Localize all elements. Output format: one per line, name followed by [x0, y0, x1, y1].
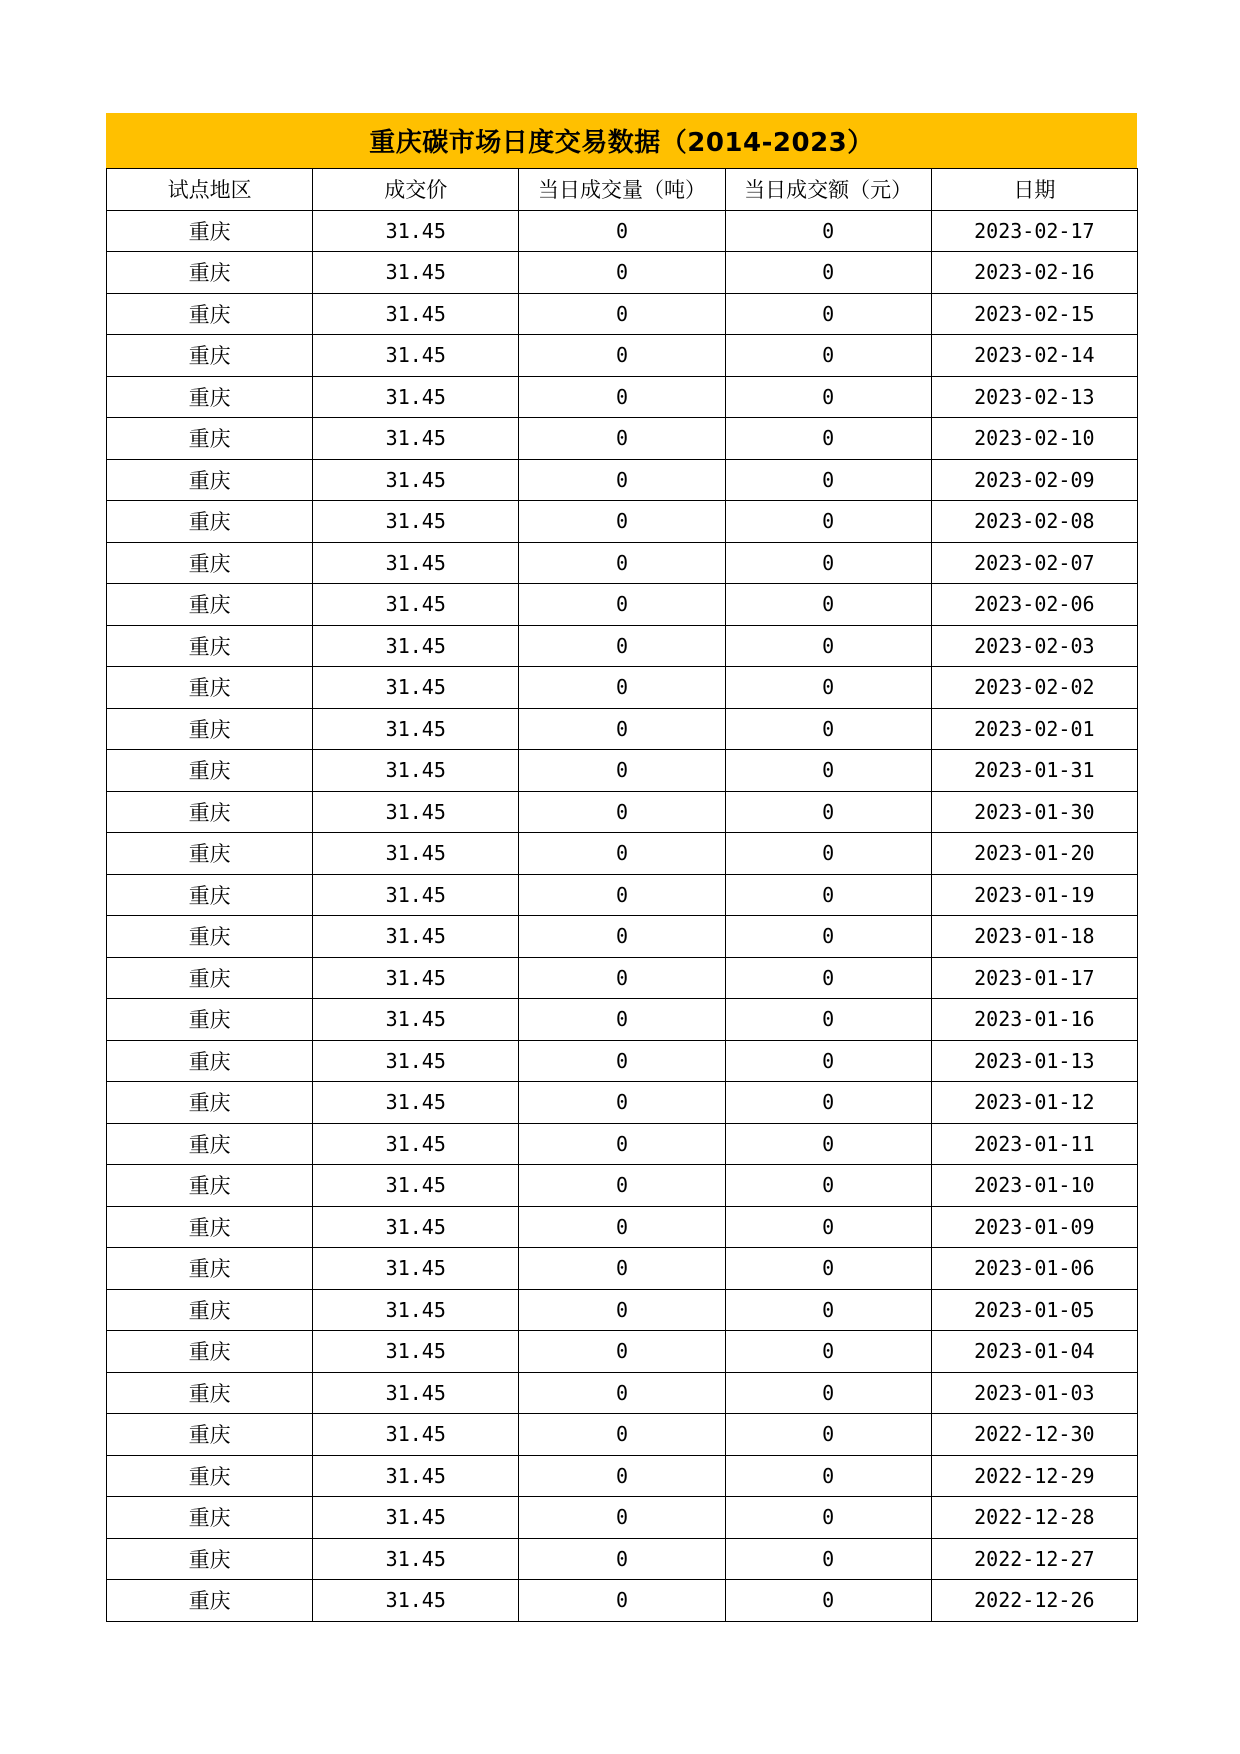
cell-date: 2023-01-10: [931, 1165, 1137, 1207]
table-row: [107, 1082, 1138, 1124]
cell-price: 31.45: [313, 1455, 519, 1497]
cell-region: 重庆: [107, 1289, 313, 1331]
table-row: [107, 1206, 1138, 1248]
cell-volume: 0: [519, 1082, 725, 1124]
cell-region: 重庆: [107, 252, 313, 294]
cell-price: 31.45: [313, 1538, 519, 1580]
cell-amount: 0: [725, 874, 931, 916]
cell-price: 31.45: [313, 1123, 519, 1165]
cell-volume: 0: [519, 1289, 725, 1331]
cell-region: 重庆: [107, 1455, 313, 1497]
cell-amount: 0: [725, 916, 931, 958]
cell-date: 2023-02-10: [931, 418, 1137, 460]
table-row: [107, 210, 1138, 252]
cell-region: 重庆: [107, 874, 313, 916]
cell-region: 重庆: [107, 1580, 313, 1622]
cell-price: 31.45: [313, 1414, 519, 1456]
cell-price: 31.45: [313, 459, 519, 501]
cell-volume: 0: [519, 542, 725, 584]
cell-date: 2022-12-30: [931, 1414, 1137, 1456]
cell-region: 重庆: [107, 335, 313, 377]
table-row: [107, 1538, 1138, 1580]
cell-amount: 0: [725, 1165, 931, 1207]
cell-amount: 0: [725, 584, 931, 626]
cell-date: 2023-01-16: [931, 999, 1137, 1041]
cell-volume: 0: [519, 335, 725, 377]
table-row: [107, 833, 1138, 875]
cell-date: 2022-12-26: [931, 1580, 1137, 1622]
cell-volume: 0: [519, 1206, 725, 1248]
table-row: [107, 791, 1138, 833]
header-volume: 当日成交量（吨）: [519, 169, 725, 211]
cell-amount: 0: [725, 252, 931, 294]
cell-region: 重庆: [107, 916, 313, 958]
cell-price: 31.45: [313, 999, 519, 1041]
cell-amount: 0: [725, 708, 931, 750]
cell-price: 31.45: [313, 1206, 519, 1248]
cell-price: 31.45: [313, 210, 519, 252]
cell-amount: 0: [725, 625, 931, 667]
cell-price: 31.45: [313, 625, 519, 667]
table-row: [107, 335, 1138, 377]
table-row: [107, 376, 1138, 418]
cell-date: 2023-01-30: [931, 791, 1137, 833]
table-row: [107, 1414, 1138, 1456]
cell-amount: 0: [725, 459, 931, 501]
cell-region: 重庆: [107, 1331, 313, 1373]
cell-volume: 0: [519, 1580, 725, 1622]
cell-date: 2023-01-19: [931, 874, 1137, 916]
cell-date: 2023-01-13: [931, 1040, 1137, 1082]
cell-amount: 0: [725, 1040, 931, 1082]
cell-region: 重庆: [107, 418, 313, 460]
cell-price: 31.45: [313, 916, 519, 958]
table-row: [107, 1289, 1138, 1331]
cell-date: 2023-02-02: [931, 667, 1137, 709]
cell-price: 31.45: [313, 1497, 519, 1539]
table-row: [107, 1455, 1138, 1497]
cell-date: 2023-01-04: [931, 1331, 1137, 1373]
cell-date: 2023-02-15: [931, 293, 1137, 335]
table-row: [107, 750, 1138, 792]
table-row: [107, 708, 1138, 750]
cell-amount: 0: [725, 418, 931, 460]
cell-price: 31.45: [313, 501, 519, 543]
cell-date: 2023-02-16: [931, 252, 1137, 294]
cell-date: 2023-01-05: [931, 1289, 1137, 1331]
cell-region: 重庆: [107, 1497, 313, 1539]
cell-region: 重庆: [107, 957, 313, 999]
cell-region: 重庆: [107, 1372, 313, 1414]
cell-date: 2022-12-27: [931, 1538, 1137, 1580]
cell-region: 重庆: [107, 501, 313, 543]
cell-volume: 0: [519, 750, 725, 792]
cell-region: 重庆: [107, 750, 313, 792]
cell-volume: 0: [519, 293, 725, 335]
header-region: 试点地区: [107, 169, 313, 211]
cell-date: 2023-02-06: [931, 584, 1137, 626]
table-row: [107, 625, 1138, 667]
cell-volume: 0: [519, 999, 725, 1041]
cell-volume: 0: [519, 791, 725, 833]
cell-region: 重庆: [107, 210, 313, 252]
cell-price: 31.45: [313, 1040, 519, 1082]
cell-region: 重庆: [107, 1082, 313, 1124]
cell-amount: 0: [725, 1289, 931, 1331]
cell-amount: 0: [725, 1123, 931, 1165]
cell-volume: 0: [519, 1040, 725, 1082]
cell-volume: 0: [519, 1123, 725, 1165]
cell-region: 重庆: [107, 293, 313, 335]
cell-amount: 0: [725, 999, 931, 1041]
cell-volume: 0: [519, 501, 725, 543]
cell-volume: 0: [519, 252, 725, 294]
cell-date: 2023-02-17: [931, 210, 1137, 252]
cell-amount: 0: [725, 501, 931, 543]
table-row: [107, 252, 1138, 294]
cell-price: 31.45: [313, 1165, 519, 1207]
cell-region: 重庆: [107, 376, 313, 418]
cell-price: 31.45: [313, 874, 519, 916]
cell-amount: 0: [725, 1206, 931, 1248]
table-row: [107, 1248, 1138, 1290]
table-row: [107, 1580, 1138, 1622]
cell-region: 重庆: [107, 459, 313, 501]
cell-region: 重庆: [107, 1206, 313, 1248]
table-row: [107, 501, 1138, 543]
cell-region: 重庆: [107, 1165, 313, 1207]
cell-amount: 0: [725, 1497, 931, 1539]
cell-date: 2023-02-09: [931, 459, 1137, 501]
table-row: [107, 1165, 1138, 1207]
cell-date: 2023-01-31: [931, 750, 1137, 792]
cell-price: 31.45: [313, 542, 519, 584]
cell-date: 2023-01-18: [931, 916, 1137, 958]
cell-region: 重庆: [107, 1040, 313, 1082]
cell-amount: 0: [725, 542, 931, 584]
cell-amount: 0: [725, 335, 931, 377]
table-row: [107, 584, 1138, 626]
cell-volume: 0: [519, 708, 725, 750]
cell-region: 重庆: [107, 791, 313, 833]
table-row: [107, 418, 1138, 460]
table-row: [107, 667, 1138, 709]
cell-region: 重庆: [107, 708, 313, 750]
cell-date: 2023-01-11: [931, 1123, 1137, 1165]
table-row: [107, 1372, 1138, 1414]
cell-region: 重庆: [107, 1248, 313, 1290]
cell-date: 2023-02-01: [931, 708, 1137, 750]
trading-table: [106, 168, 1138, 1622]
cell-volume: 0: [519, 1497, 725, 1539]
cell-volume: 0: [519, 1331, 725, 1373]
cell-volume: 0: [519, 459, 725, 501]
cell-amount: 0: [725, 833, 931, 875]
table-row: [107, 542, 1138, 584]
cell-volume: 0: [519, 1372, 725, 1414]
cell-price: 31.45: [313, 1289, 519, 1331]
cell-amount: 0: [725, 293, 931, 335]
cell-amount: 0: [725, 1082, 931, 1124]
table-row: [107, 874, 1138, 916]
cell-date: 2023-02-07: [931, 542, 1137, 584]
cell-date: 2023-01-06: [931, 1248, 1137, 1290]
cell-region: 重庆: [107, 667, 313, 709]
cell-region: 重庆: [107, 542, 313, 584]
cell-volume: 0: [519, 1414, 725, 1456]
cell-price: 31.45: [313, 957, 519, 999]
cell-amount: 0: [725, 1248, 931, 1290]
table-row: [107, 999, 1138, 1041]
cell-region: 重庆: [107, 584, 313, 626]
cell-price: 31.45: [313, 750, 519, 792]
cell-volume: 0: [519, 874, 725, 916]
cell-region: 重庆: [107, 1538, 313, 1580]
table-row: [107, 459, 1138, 501]
cell-price: 31.45: [313, 252, 519, 294]
header-price: 成交价: [313, 169, 519, 211]
cell-price: 31.45: [313, 335, 519, 377]
cell-date: 2023-02-13: [931, 376, 1137, 418]
cell-region: 重庆: [107, 1414, 313, 1456]
cell-price: 31.45: [313, 791, 519, 833]
cell-date: 2023-01-12: [931, 1082, 1137, 1124]
cell-volume: 0: [519, 916, 725, 958]
cell-price: 31.45: [313, 1372, 519, 1414]
cell-amount: 0: [725, 376, 931, 418]
cell-region: 重庆: [107, 1123, 313, 1165]
header-amount: 当日成交额（元）: [725, 169, 931, 211]
cell-region: 重庆: [107, 833, 313, 875]
cell-price: 31.45: [313, 1082, 519, 1124]
cell-date: 2022-12-29: [931, 1455, 1137, 1497]
cell-price: 31.45: [313, 708, 519, 750]
cell-date: 2023-02-08: [931, 501, 1137, 543]
cell-amount: 0: [725, 957, 931, 999]
cell-amount: 0: [725, 1414, 931, 1456]
cell-volume: 0: [519, 1165, 725, 1207]
table-row: [107, 1123, 1138, 1165]
data-sheet: [106, 113, 1137, 1622]
cell-price: 31.45: [313, 418, 519, 460]
cell-volume: 0: [519, 625, 725, 667]
cell-date: 2023-02-03: [931, 625, 1137, 667]
cell-volume: 0: [519, 418, 725, 460]
cell-amount: 0: [725, 791, 931, 833]
cell-price: 31.45: [313, 667, 519, 709]
cell-amount: 0: [725, 1580, 931, 1622]
cell-region: 重庆: [107, 625, 313, 667]
cell-price: 31.45: [313, 1248, 519, 1290]
cell-date: 2022-12-28: [931, 1497, 1137, 1539]
table-row: [107, 1331, 1138, 1373]
header-row: [107, 169, 1138, 211]
cell-date: 2023-01-17: [931, 957, 1137, 999]
cell-amount: 0: [725, 1538, 931, 1580]
cell-price: 31.45: [313, 376, 519, 418]
cell-volume: 0: [519, 376, 725, 418]
cell-volume: 0: [519, 833, 725, 875]
cell-region: 重庆: [107, 999, 313, 1041]
cell-volume: 0: [519, 667, 725, 709]
cell-amount: 0: [725, 667, 931, 709]
table-row: [107, 916, 1138, 958]
cell-volume: 0: [519, 1455, 725, 1497]
sheet-title: 重庆碳市场日度交易数据（2014-2023）: [106, 113, 1137, 168]
cell-amount: 0: [725, 1372, 931, 1414]
cell-volume: 0: [519, 1248, 725, 1290]
cell-amount: 0: [725, 750, 931, 792]
table-row: [107, 293, 1138, 335]
cell-volume: 0: [519, 957, 725, 999]
cell-date: 2023-02-14: [931, 335, 1137, 377]
cell-date: 2023-01-03: [931, 1372, 1137, 1414]
header-date: 日期: [931, 169, 1137, 211]
cell-price: 31.45: [313, 1331, 519, 1373]
table-body: [107, 210, 1138, 1621]
table-row: [107, 957, 1138, 999]
table-row: [107, 1497, 1138, 1539]
cell-date: 2023-01-09: [931, 1206, 1137, 1248]
cell-volume: 0: [519, 210, 725, 252]
cell-price: 31.45: [313, 293, 519, 335]
cell-amount: 0: [725, 1455, 931, 1497]
table-row: [107, 1040, 1138, 1082]
cell-amount: 0: [725, 210, 931, 252]
cell-price: 31.45: [313, 833, 519, 875]
cell-volume: 0: [519, 584, 725, 626]
cell-volume: 0: [519, 1538, 725, 1580]
cell-date: 2023-01-20: [931, 833, 1137, 875]
cell-amount: 0: [725, 1331, 931, 1373]
cell-price: 31.45: [313, 1580, 519, 1622]
cell-price: 31.45: [313, 584, 519, 626]
